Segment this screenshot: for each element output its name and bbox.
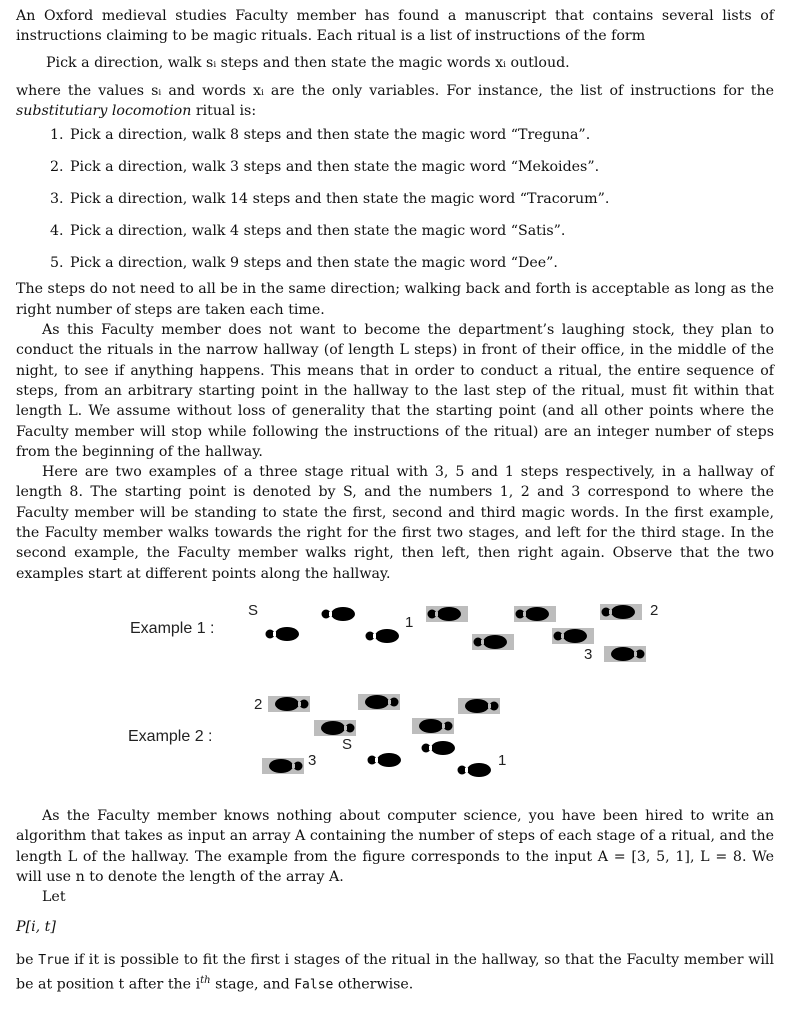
footprint (366, 750, 408, 770)
definition-middle-2: stage, and (210, 976, 295, 993)
algorithm-paragraph: As the Faculty member knows nothing about computer science, you have been hired to write an algorithm that takes as input an array A containing the number of steps of each stage of a ritual, and the length L of the hallway. The example from the figure corresponds to the input A = [3, 5, 1], L = 8. We will use n to denote the length of the array A. (16, 807, 774, 885)
example-2-label: Example 2 : (128, 727, 213, 745)
footprint (456, 760, 498, 780)
footprint (264, 624, 306, 644)
footprint (472, 632, 514, 652)
example-2-mark-3: 3 (308, 751, 317, 769)
footprint (314, 718, 356, 738)
example-1-mark-3: 3 (584, 645, 593, 663)
footsteps-figure (16, 592, 774, 800)
list-item: 2. Pick a direction, walk 3 steps and then state the magic word “Mekoides”. (68, 157, 774, 177)
footprint (320, 604, 362, 624)
footprint (364, 626, 406, 646)
list-item: 1. Pick a direction, walk 8 steps and then state the magic word “Treguna”. (68, 125, 774, 145)
ritual-intro-prefix: where the values sᵢ and words xᵢ are the only variables. For instance, the list of instructions for the (16, 82, 774, 99)
footprint (412, 716, 454, 736)
footprint (514, 604, 556, 624)
example-2-mark-1: 1 (498, 751, 507, 769)
definition-paragraph (16, 950, 774, 996)
document-body (16, 6, 774, 996)
example-1-mark-2: 2 (650, 601, 659, 619)
false-keyword: False (294, 977, 334, 993)
footprint (426, 604, 468, 624)
footprint (600, 602, 642, 622)
hallway-paragraph: As this Faculty member does not want to become the department’s laughing stock, they plan to conduct the rituals in the narrow hallway (of length L steps) in front of their office, in the middle of the night, to see if anything happens. This means that in order to conduct a ritual, the entire sequence of steps, from an arbitrary starting point in the hallway to the last step of the ritual, must fit within that length L. We assume without loss of generality that the starting point (and all other points where the Faculty member will stop while following the instructions of the ritual) are an integer number of steps from the beginning of the hallway. (16, 322, 774, 460)
footprint (358, 692, 400, 712)
example-2-mark-2: 2 (254, 695, 263, 713)
footprint (458, 696, 500, 716)
list-item: 3. Pick a direction, walk 14 steps and then state the magic word “Tracorum”. (68, 189, 774, 209)
direction-paragraph: The steps do not need to all be in the same direction; walking back and forth is acceptable as long as the right number of steps are taken each time. (16, 281, 774, 318)
footprint (268, 694, 310, 714)
definition-middle: if it is possible to fit the first i stages of the ritual in the hallway, so that the Faculty member will be at position t after the i (16, 951, 774, 993)
list-item: 4. Pick a direction, walk 4 steps and then state the magic word “Satis”. (68, 221, 774, 241)
let-line: Let (42, 889, 66, 906)
example-1-mark-1: 1 (405, 613, 414, 631)
footprint (604, 644, 646, 664)
ritual-steps-list (16, 125, 774, 273)
examples-paragraph: Here are two examples of a three stage ritual with 3, 5 and 1 steps respectively, in a hallway of length 8. The starting point is denoted by S, and the numbers 1, 2 and 3 correspond to where the Faculty member will be standing to state the first, second and third magic words. In the first example, the Faculty member walks towards the right for the first two stages, and left for the third stage. In the second example, the Faculty member walks right, then left, then right again. Observe that the two examples start at different points along the hallway. (16, 464, 774, 582)
footprint (420, 738, 462, 758)
instruction-form: Pick a direction, walk sᵢ steps and then state the magic words xᵢ outloud. (46, 54, 570, 71)
example-1-label: Example 1 : (130, 619, 215, 637)
definition-end: otherwise. (333, 976, 414, 993)
intro-paragraph: An Oxford medieval studies Faculty member has found a manuscript that contains several lists of instructions claiming to be magic rituals. Each ritual is a list of instructions of the form (16, 8, 774, 45)
definition-prefix: be (16, 951, 39, 968)
ritual-intro-suffix: ritual is: (191, 103, 257, 120)
ritual-name: substitutiary locomotion (16, 103, 192, 120)
example-2-start-mark: S (342, 735, 353, 753)
superscript-th: th (200, 975, 211, 987)
example-1-start-mark: S (248, 601, 259, 619)
true-keyword: True (38, 952, 70, 968)
ritual-intro-paragraph (16, 81, 774, 122)
list-item: 5. Pick a direction, walk 9 steps and then state the magic word “Dee”. (68, 253, 774, 273)
footprint (262, 756, 304, 776)
footprint (552, 626, 594, 646)
formula-line: P[i, t] (16, 919, 56, 936)
